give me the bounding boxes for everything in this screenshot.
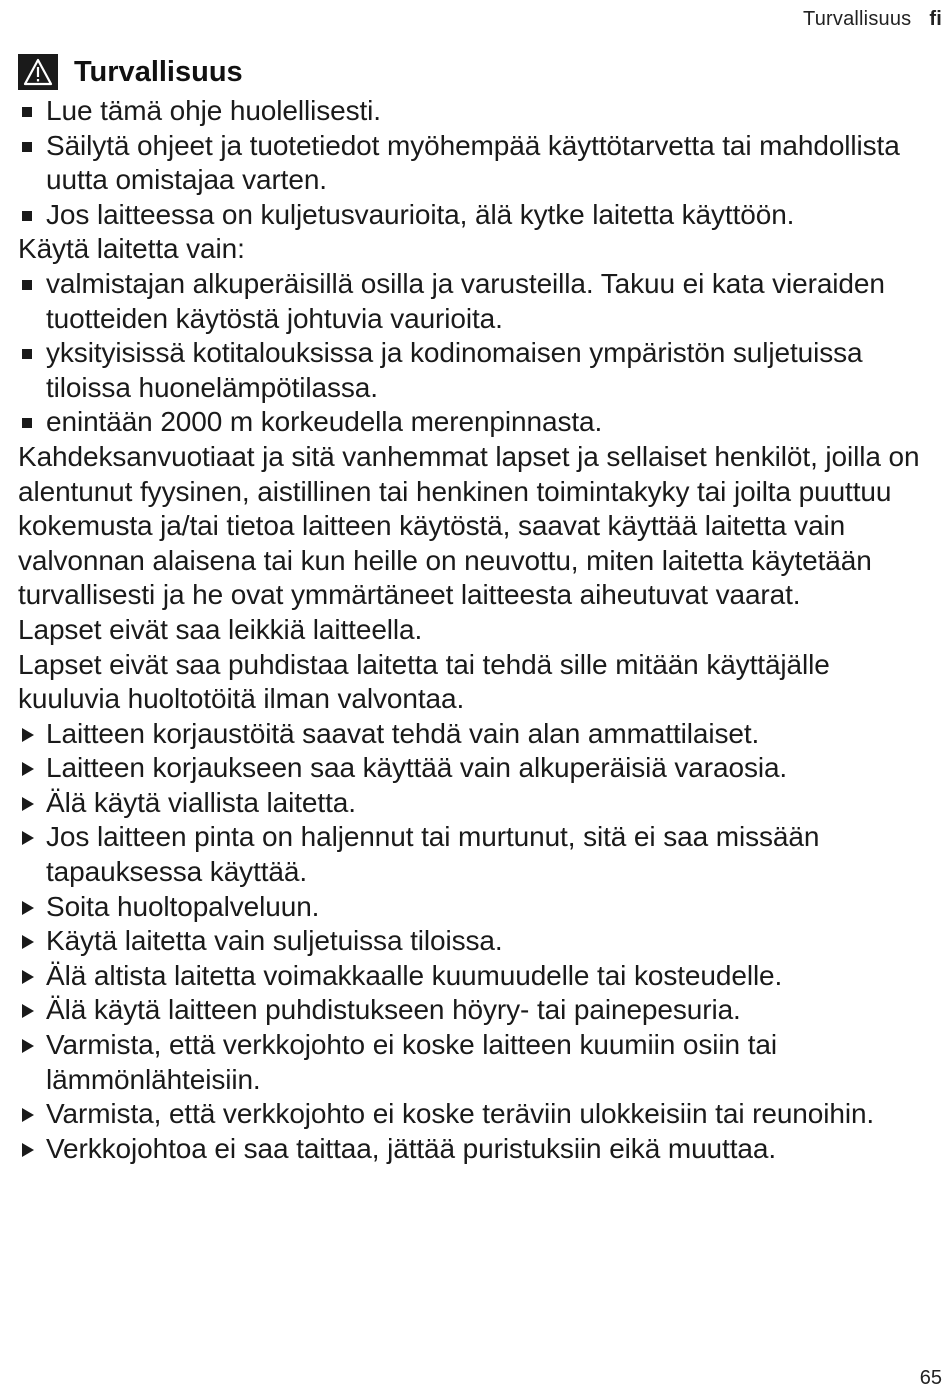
list-item: yksityisissä kotitalouksissa ja kodinomaisen ympäristön suljetuissa tiloissa huonelämpötilassa. (18, 336, 930, 405)
square-bullet-icon (22, 107, 32, 117)
square-bullet-icon (22, 349, 32, 359)
instruction-item: Jos laitteen pinta on haljennut tai murtunut, sitä ei saa missään tapauksessa käyttää. (18, 820, 930, 889)
arrow-bullet-icon (22, 1039, 34, 1053)
instruction-item: Laitteen korjaukseen saa käyttää vain alkuperäisiä varaosia. (18, 751, 930, 786)
instruction-item: Käytä laitetta vain suljetuissa tiloissa. (18, 924, 930, 959)
instruction-item: Verkkojohtoa ei saa taittaa, jättää puristuksiin eikä muuttaa. (18, 1132, 930, 1167)
paragraph-no-play: Lapset eivät saa leikkiä laitteella. (18, 613, 423, 645)
list-item: enintään 2000 m korkeudella merenpinnasta. (18, 405, 930, 440)
page-content (18, 50, 930, 1166)
square-bullet-icon (22, 211, 32, 221)
running-header (803, 8, 942, 31)
arrow-bullet-icon (22, 728, 34, 742)
arrow-bullet-icon (22, 1143, 34, 1157)
page-title: Turvallisuus (74, 55, 243, 88)
arrow-bullet-icon (22, 1108, 34, 1122)
instruction-item: Älä käytä viallista laitetta. (18, 786, 930, 821)
instruction-item: Soita huoltopalveluun. (18, 890, 930, 925)
paragraph-no-cleaning: Lapset eivät saa puhdistaa laitetta tai tehdä sille mitään käyttäjälle kuuluvia huoltotöitä ilman valvontaa. (18, 648, 830, 715)
arrow-bullet-icon (22, 762, 34, 776)
instruction-item: Varmista, että verkkojohto ei koske teräviin ulokkeisiin tai reunoihin. (18, 1097, 930, 1132)
arrow-bullet-icon (22, 797, 34, 811)
square-bullet-icon (22, 280, 32, 290)
body-text (18, 94, 930, 1166)
list-item: Säilytä ohjeet ja tuotetiedot myöhempää käyttötarvetta tai mahdollista uutta omistajaa varten. (18, 129, 930, 198)
list-item: Jos laitteessa on kuljetusvaurioita, älä kytke laitetta käyttöön. (18, 198, 930, 233)
header-section: Turvallisuus (803, 8, 912, 30)
section-heading (18, 50, 930, 94)
arrow-bullet-icon (22, 970, 34, 984)
arrow-bullet-icon (22, 935, 34, 949)
header-language: fi (929, 8, 942, 30)
instruction-item: Älä altista laitetta voimakkaalle kuumuudelle tai kosteudelle. (18, 959, 930, 994)
list-item: Lue tämä ohje huolellisesti. (18, 94, 930, 129)
instruction-item: Laitteen korjaustöitä saavat tehdä vain alan ammattilaiset. (18, 717, 930, 752)
instruction-item: Älä käytä laitteen puhdistukseen höyry- tai painepesuria. (18, 993, 930, 1028)
arrow-bullet-icon (22, 901, 34, 915)
paragraph-children-persons: Kahdeksanvuotiaat ja sitä vanhemmat lapset ja sellaiset henkilöt, joilla on alentunut fyysinen, aistillinen tai henkinen toimintakyky tai joilta puuttuu kokemusta ja/tai tietoa laitteen käytöstä, saavat käyttää laitetta vain valvonnan alaisena tai kun heille on neuvottu, miten laitetta käytetään turvallisesti ja he ovat ymmärtäneet laitteesta aiheutuvat vaarat. (18, 440, 920, 611)
use-only-list (18, 267, 930, 440)
arrow-bullet-icon (22, 831, 34, 845)
instruction-item: Varmista, että verkkojohto ei koske laitteen kuumiin osiin tai lämmönlähteisiin. (18, 1028, 930, 1097)
instruction-list (18, 717, 930, 1167)
list-item: valmistajan alkuperäisillä osilla ja varusteilla. Takuu ei kata vieraiden tuotteiden käytöstä johtuvia vaurioita. (18, 267, 930, 336)
intro-list (18, 94, 930, 232)
square-bullet-icon (22, 418, 32, 428)
warning-triangle-icon (18, 54, 58, 90)
square-bullet-icon (22, 142, 32, 152)
page-number: 65 (919, 1367, 942, 1389)
use-only-label: Käytä laitetta vain: (18, 233, 245, 265)
arrow-bullet-icon (22, 1004, 34, 1018)
